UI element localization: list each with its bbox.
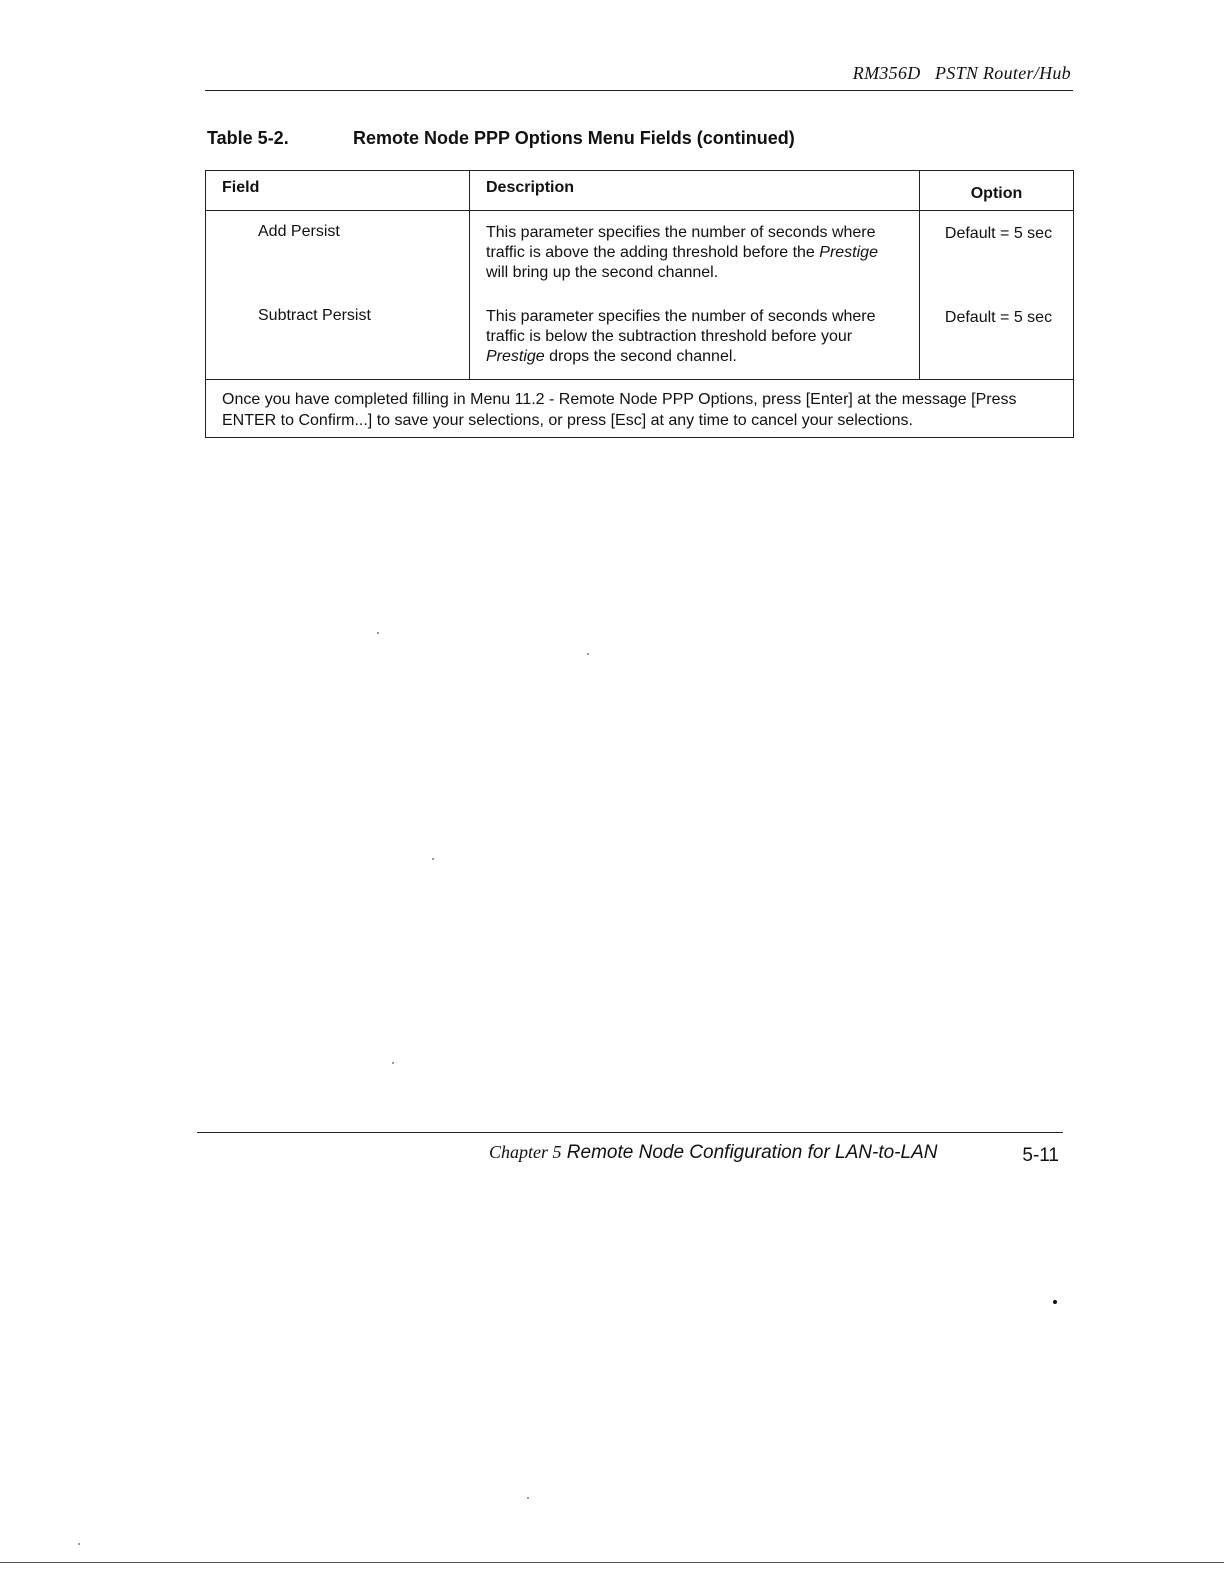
table-note: Once you have completed filling in Menu 11.2 - Remote Node PPP Options, press [Enter] at the message [Press ENTER to Confirm...] to save your selections, or press [Esc] at any time to cancel your selections. (206, 380, 1074, 438)
scan-speck (78, 1543, 80, 1545)
table-header-row (206, 171, 1074, 211)
field-cell: Subtract Persist (206, 295, 470, 380)
scan-speck (392, 1062, 394, 1064)
column-header-field: Field (206, 171, 470, 211)
fields-table (205, 170, 1074, 438)
table-row (206, 295, 1074, 380)
scan-speck (1053, 1300, 1057, 1304)
description-part: This parameter specifies the number of seconds where traffic is above the adding threshold before the (486, 224, 876, 261)
scan-speck (587, 653, 589, 655)
scan-speck (432, 858, 434, 860)
running-footer (197, 1132, 1063, 1173)
description-part: drops the second channel. (544, 348, 737, 365)
scan-edge-line (0, 1562, 1224, 1563)
footer-chapter-title: Remote Node Configuration for LAN-to-LAN (566, 1142, 938, 1163)
table-row (206, 211, 1074, 296)
column-header-option: Option (920, 171, 1074, 211)
table-caption (207, 128, 795, 149)
description-text (486, 307, 903, 367)
option-cell: Default = 5 sec (920, 211, 1074, 296)
running-header (205, 60, 1073, 91)
option-cell: Default = 5 sec (920, 295, 1074, 380)
description-text (486, 223, 903, 283)
footer-chapter-prefix: Chapter 5 (489, 1142, 562, 1162)
column-header-description: Description (470, 171, 920, 211)
field-cell: Add Persist (206, 211, 470, 296)
footer-page-number: 5-11 (1022, 1145, 1059, 1166)
table-title: Remote Node PPP Options Menu Fields (continued) (353, 128, 795, 148)
description-cell (470, 211, 920, 296)
scan-speck (377, 632, 379, 634)
footer-chapter (489, 1142, 937, 1164)
table-number: Table 5-2. (207, 128, 289, 148)
description-emphasis: Prestige (486, 348, 545, 365)
description-emphasis: Prestige (819, 244, 878, 261)
table-note-row (206, 380, 1074, 438)
description-part: This parameter specifies the number of seconds where traffic is below the subtraction threshold before your (486, 308, 876, 345)
description-part: will bring up the second channel. (486, 264, 719, 281)
description-cell (470, 295, 920, 380)
header-title: RM356D PSTN Router/Hub (852, 63, 1071, 83)
scan-speck (527, 1497, 529, 1499)
